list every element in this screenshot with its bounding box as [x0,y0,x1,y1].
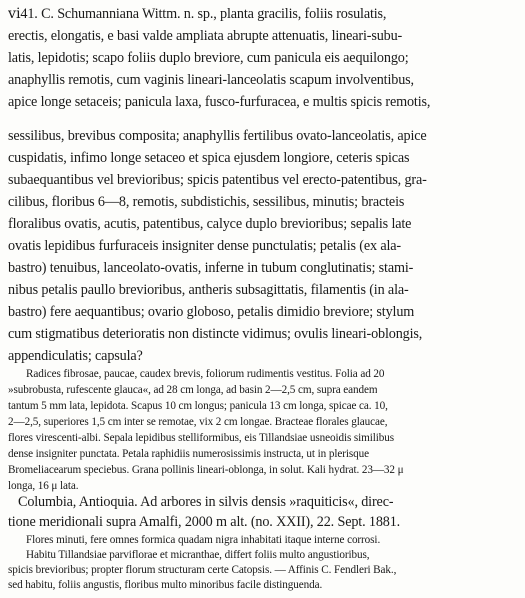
locality-line: tione meridionali supra Amalfi, 2000 m alt. (no. XXII), 22. Sept. 1881. [8,514,401,530]
note-line: Bromeliacearum speciebus. Grana pollinis lineari-oblonga, in solut. Kali hydrat. 23—32 μ [8,464,404,476]
note-line: 2—2,5, superiores 1,5 cm inter se remotae, vix 2 cm longae. Bracteae florales glaucae, [8,416,388,428]
text-line: bastro) fere aequantibus; ovario globoso, petalis dimidio breviore; stylum [8,304,415,320]
text-line: nibus petalis paullo brevioribus, antheris subsagittatis, filamentis (in ala- [8,282,409,298]
text-line: cuspidatis, infimo longe setaceo et spica ejusdem longiore, ceteris spicas [8,150,410,166]
text-line: bastro) tenuibus, lanceolato-ovatis, inferne in tubum conglutinatis; stami- [8,260,414,276]
text-line: cum stigmatibus deterioratis non distincte vidimus; ovulis lineari-oblongis, [8,326,423,342]
note-line: longa, 16 μ lata. [8,480,79,492]
note-line: Flores minuti, fere omnes formica quadam nigra inhabitati itaque interne corrosi. [26,534,381,546]
locality-line: Columbia, Antioquia. Ad arbores in silvis densis »raquiticis«, direc- [18,494,394,510]
text-line: appendiculatis; capsula? [8,348,143,364]
note-line: spicis brevioribus; propter florum structuram certe Catopsis. — Affinis C. Fendleri Bak., [8,564,397,576]
note-line: Radices fibrosae, paucae, caudex brevis, foliorum rudimentis vestitus. Folia ad 20 [26,368,385,380]
species-heading-line: ⅵ41. C. Schumanniana Wittm. n. sp., planta gracilis, foliis rosulatis, [8,6,387,22]
text-line: anaphyllis remotis, cum vaginis lineari-lanceolatis scapum involventibus, [8,72,414,88]
note-line: Habitu Tillandsiae parviflorae et micranthae, differt foliis multo angustioribus, [26,549,370,561]
text-line: sessilibus, brevibus composita; anaphyllis fertilibus ovato-lanceolatis, apice [8,128,427,144]
text-line: floralibus ovatis, acutis, patentibus, calyce duplo brevioribus; sepalis late [8,216,412,232]
note-line: dense insigniter punctata. Petala raphidiis numerosissimis instructa, ut in plerisque [8,448,369,460]
text-line: apice longe setaceis; panicula laxa, fusco-furfuracea, e multis spicis remotis, [8,94,431,110]
note-line: sed habitu, foliis angustis, floribus multo minoribus facile distinguenda. [8,579,323,591]
note-line: »subrobusta, rufescente glauca«, ad 28 cm longa, ad basin 2—2,5 cm, supra eandem [8,384,378,396]
text-line: latis, lepidotis; scapo foliis duplo breviore, cum panicula eis aequilongo; [8,50,409,66]
text-line: cilibus, floribus 6—8, remotis, subdistichis, sessilibus, minutis; bracteis [8,194,405,210]
text-line: erectis, elongatis, e basi valde ampliata abrupte attenuatis, lineari-subu- [8,28,403,44]
note-line: tantum 5 mm lata, lepidota. Scapus 10 cm longus; panicula 13 cm longa, spicae ca. 10, [8,400,388,412]
text-line: ovatis lepidibus furfuraceis insigniter dense punctulatis; petalis (ex ala- [8,238,401,254]
note-line: flores virescenti-albi. Sepala lepidibus stelliformibus, eis Tillandsiae usneoidis similibus [8,432,395,444]
text-line: subaequantibus vel brevioribus; spicis patentibus vel erecto-patentibus, gra- [8,172,427,188]
